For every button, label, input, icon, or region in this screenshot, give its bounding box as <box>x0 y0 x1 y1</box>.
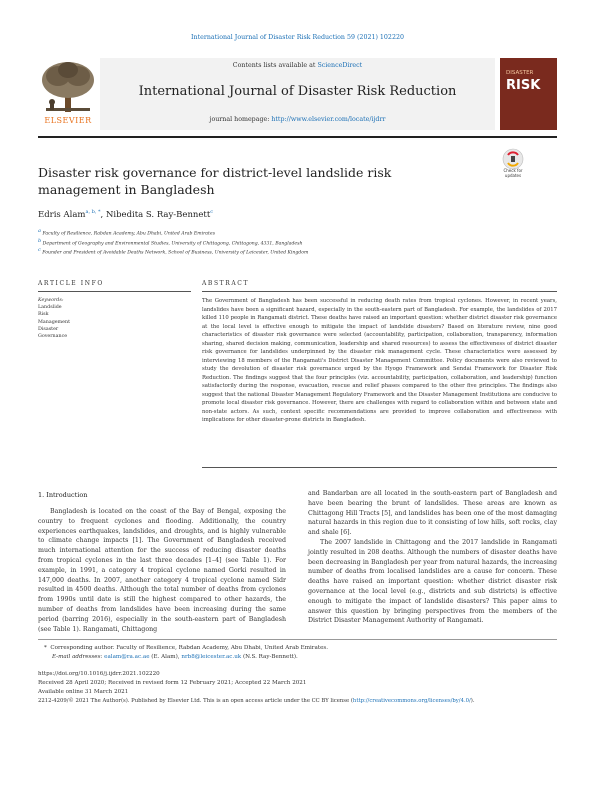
footnote-mark: * <box>44 645 47 651</box>
publisher-name: ELSEVIER <box>44 116 92 125</box>
abstract-end-rule <box>202 467 557 468</box>
keywords-label: Keywords: <box>38 298 64 303</box>
journal-reference[interactable]: International Journal of Disaster Risk Reduction 59 (2021) 102220 <box>191 34 404 41</box>
affiliation-label: a <box>38 228 41 234</box>
section-heading-introduction: 1. Introduction <box>38 491 88 499</box>
received-dates: Received 28 April 2020; Received in revised form 12 February 2021; Accepted 22 March 2021 <box>38 680 307 686</box>
author-name: Edris Alam <box>38 209 86 220</box>
license-suffix: ). <box>470 698 475 704</box>
journal-cover <box>500 58 557 130</box>
affiliation-text: Faculty of Resilience, Rabdan Academy, Abu Dhabi, United Arab Emirates <box>42 231 215 237</box>
contents-line <box>100 62 495 69</box>
footnote-text: Corresponding author. Faculty of Resilience, Rabdan Academy, Abu Dhabi, United Arab Emirates. <box>50 645 329 651</box>
homepage-line <box>100 116 495 123</box>
abstract-heading: ABSTRACT <box>202 280 250 287</box>
sciencedirect-link[interactable]: ScienceDirect <box>317 62 363 69</box>
email-owner: (E. Alam), <box>151 654 180 660</box>
check-for-updates-label: Check for updates <box>503 168 523 178</box>
online-date: Available online 31 March 2021 <box>38 689 129 695</box>
affiliation-label: c <box>38 247 41 253</box>
check-for-updates-badge[interactable] <box>497 148 529 184</box>
intro-left-column <box>38 507 286 634</box>
article-title: Disaster risk governance for district-level landslide risk management in Bangladesh <box>38 165 392 197</box>
doi-link[interactable]: https://doi.org/10.1016/j.ijdrr.2021.102220 <box>38 671 160 677</box>
keyword-item: Disaster <box>38 326 59 332</box>
license-link[interactable]: http://creativecommons.org/licenses/by/4.0/ <box>352 698 471 704</box>
keyword-item: Governance <box>38 334 68 340</box>
intro-paragraph: Bangladesh is located on the coast of the Bay of Bengal, exposing the country to frequent cyclones and flooding. Additionally, the country experiences earthquakes, landslides, and droughts, and is highly vulnerable to climate change impacts [1]. The Government of Bangladesh received much international attention for the success of reducing disaster deaths from tropical cyclones in the last three decades [1–4] (see Table 1). For example, in 1991, a category 4 tropical cyclone named Gorki resulted in 147,000 deaths. In 2007, another category 4 tropical cyclone named Sidr resulted in 4500 deaths. Although the total number of deaths from cyclones from 1990s until date is still the highest compared to other hazards, the number of deaths from landslides have been increasing during the same period (barring 2016), especially in the south-eastern part of Bangladesh (see Table 1). Rangamati, Chittagong <box>38 508 286 633</box>
author-affiliation-marks[interactable]: a, b, * <box>85 209 101 215</box>
homepage-link[interactable]: http://www.elsevier.com/locate/ijdrr <box>271 116 386 123</box>
intro-paragraph: The 2007 landslide in Chittagong and the 2017 landslide in Rangamati jointly resulted in 208 deaths. Although the numbers of disaster deaths have been decreasing in Bangladesh per year from natural hazards, the increasing number of deaths from localised landslides are a cause for concern. These deaths have raised an important question: whether district disaster risk governance at the local level (e.g., districts and sub districts) is effective enough to mitigate the impact of landslide disasters? This paper aims to answer this question by bringing perspectives from the members of the District Disaster Management Authority of Rangamati. <box>308 538 557 625</box>
email-link[interactable]: ealam@ra.ac.ae <box>104 654 150 660</box>
affiliation-item <box>38 228 215 237</box>
affiliation-text: Founder and President of Avoidable Deaths Network, School of Business, University of Leicester, United Kingdom <box>42 250 309 256</box>
affiliation-label: b <box>38 238 42 244</box>
keyword-item: Landslide <box>38 305 62 311</box>
keywords-list <box>38 297 70 340</box>
abstract-text: The Government of Bangladesh has been successful in reducing death rates from tropical cyclones. However, in recent years, landslides have been a significant hazard, especially in the south-eastern part of Bangladesh. For example, the landslides of 2017 killed 110 people in Rangamati district. These deaths have raised an important question: whether district disaster risk governance at the local level is effective enough to mitigate the impact of landslide disasters? Based on literature review, nine good characteristics of disaster risk governance were selected (accountability, participation, collaboration, transparency, information sharing, shared decision making, communication, leadership and shared resources) to assess the effectiveness of district disaster risk governance for landslides underpinned by the disaster risk management cycle. These characteristics were assessed by interviewing 18 members of the Rangamati's District Disaster Management Committee. Policy documents were also reviewed to study the devolution of disaster risk governance urged by the Hyogo Framework and Sendai Framework for Disaster Risk Reduction. The findings suggest that the four principles (viz. accountability, participation, collaboration, and leadership) function satisfactorily during the response, evacuation, rescue and relief phases compared to the other five principles. The findings also suggest that the national Disaster Management Regulatory Framework and the Disaster Management Institutions are conducive to promote local disaster risk governance. However, there are challenges with regard to collaboration within and between state and non-state actors. As such, context specific recommendations are provided to improve collaboration and effectiveness with implications for other disaster-prone districts in Bangladesh. <box>202 298 557 423</box>
license-line <box>38 697 568 705</box>
keyword-item: Management <box>38 319 71 325</box>
email-line <box>52 653 298 661</box>
corresponding-author-note <box>44 644 328 652</box>
header-rule <box>38 136 557 138</box>
cover-text-disaster: DISASTER <box>506 70 534 76</box>
author-name: Nibedita S. Ray-Bennett <box>105 209 211 220</box>
author-line <box>38 209 213 220</box>
email-label: E-mail addresses: <box>52 654 103 660</box>
license-text: 2212-4209/© 2021 The Author(s). Published by Elsevier Ltd. This is an open access article under the CC BY license ( <box>38 698 353 704</box>
affiliation-item <box>38 238 302 247</box>
email-owner: (N.S. Ray-Bennett). <box>242 654 298 660</box>
author-separator: , <box>100 209 106 220</box>
affiliation-text: Department of Geography and Environmental Studies, University of Chittagong, Chittagong, 4331, Bangladesh <box>42 241 303 247</box>
intro-paragraph: and Bandarban are all located in the south-eastern part of Bangladesh and have been bearing the brunt of landslides. These areas are known as Chittagong Hill Tracts [5], and landslides has been one of the most damaging natural hazards in this region due to it consisting of low hills, soft rocks, clay and shale [6]. <box>308 490 557 537</box>
abstract-rule <box>202 291 557 292</box>
article-info-rule <box>38 291 191 292</box>
article-info-heading: ARTICLE INFO <box>38 280 104 287</box>
affiliation-item <box>38 247 308 256</box>
keyword-item: Risk <box>38 312 49 318</box>
footnote-rule <box>38 639 557 640</box>
email-link[interactable]: nrb8@leicester.ac.uk <box>181 654 242 660</box>
cover-text-risk: RISK <box>506 78 541 93</box>
homepage-prefix: journal homepage: <box>209 116 272 123</box>
contents-prefix: Contents lists available at <box>232 62 318 69</box>
journal-title: International Journal of Disaster Risk Reduction <box>138 84 457 99</box>
author-affiliation-marks[interactable]: c <box>210 209 214 215</box>
intro-right-column <box>308 489 557 626</box>
